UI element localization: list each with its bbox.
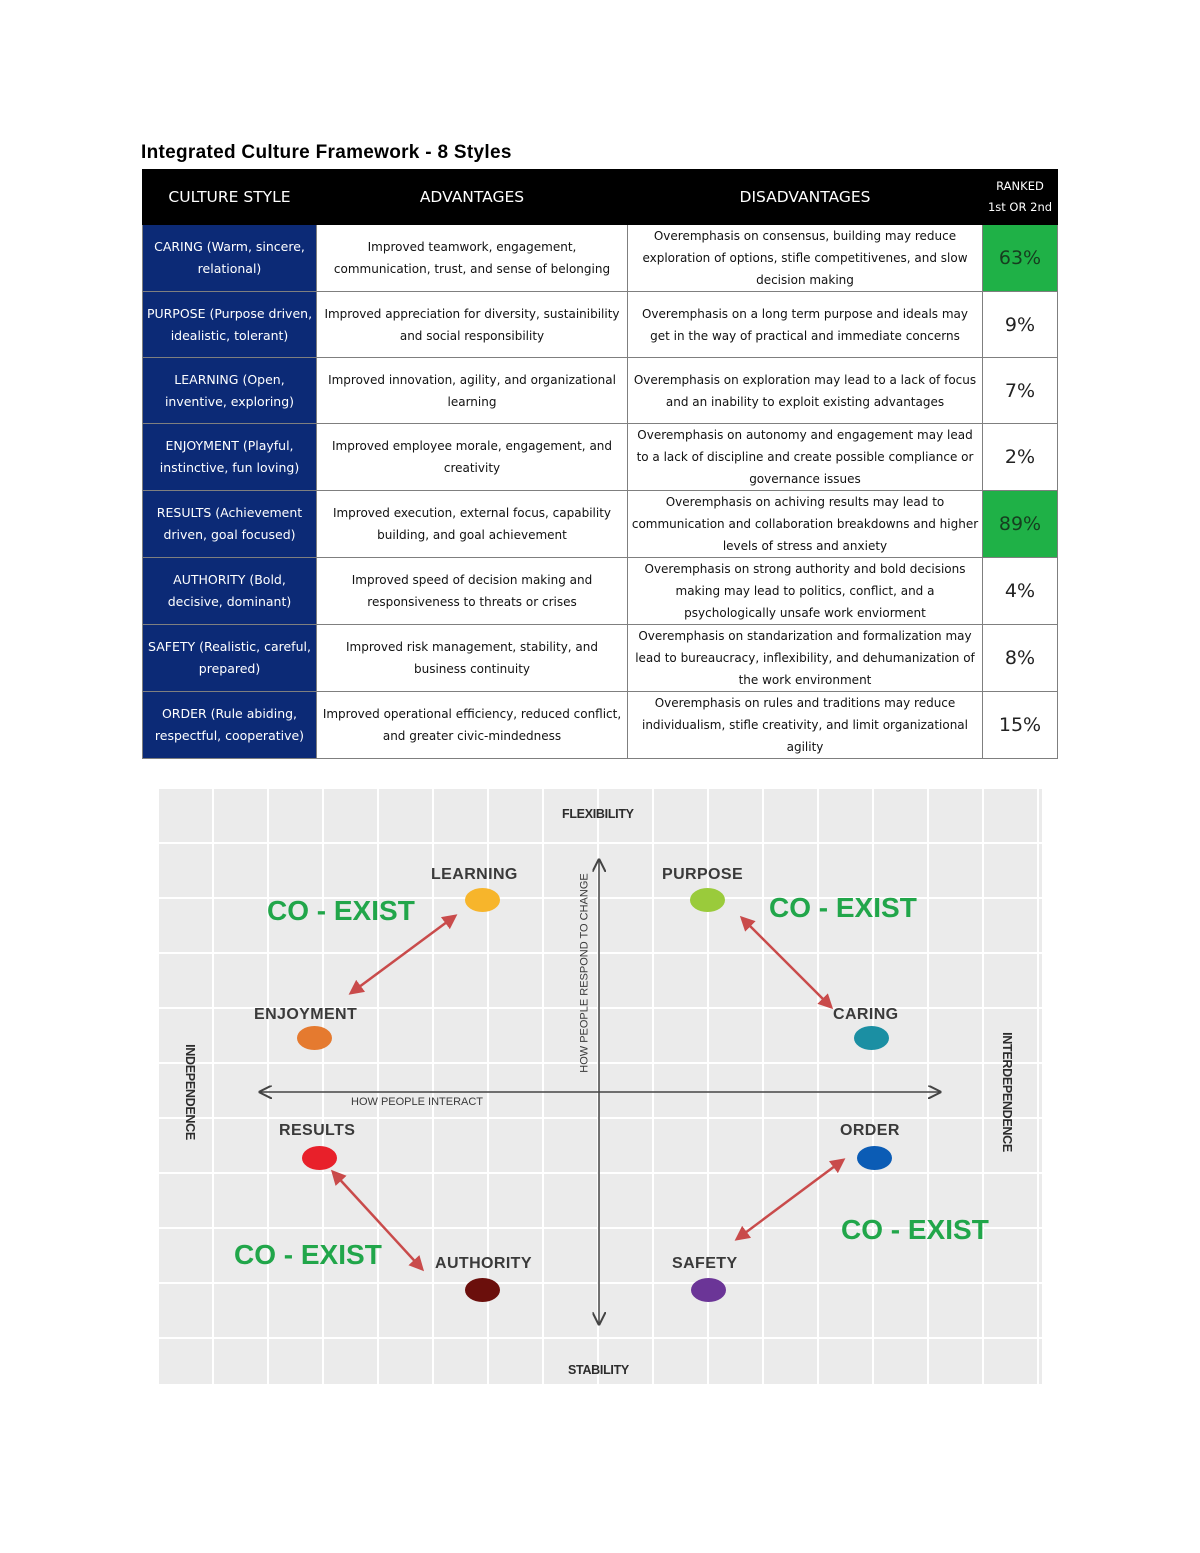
style-label-purpose: PURPOSE — [662, 866, 744, 883]
ranked-cell: 63% — [983, 225, 1058, 292]
style-dot-safety — [691, 1278, 726, 1302]
disadvantages-cell: Overemphasis on consensus, building may reduce exploration of options, stifle competitivenes, and slow decision making — [628, 225, 983, 292]
axis-label-stability: STABILITY — [568, 1363, 629, 1377]
ranked-cell: 7% — [983, 358, 1058, 424]
style-label-learning: LEARNING — [431, 866, 518, 883]
style-cell: CARING (Warm, sincere, relational) — [143, 225, 317, 292]
table-row — [143, 358, 1058, 424]
style-label-order: ORDER — [840, 1122, 900, 1139]
table-row — [143, 292, 1058, 358]
table-row — [143, 225, 1058, 292]
style-cell: LEARNING (Open, inventive, exploring) — [143, 358, 317, 424]
axis-caption-change: HOW PEOPLE RESPOND TO CHANGE — [578, 873, 591, 1073]
axis-label-interdependence: INTERDEPENDENCE — [999, 1032, 1014, 1152]
advantages-cell: Improved execution, external focus, capability building, and goal achievement — [317, 491, 628, 558]
axis-caption-interact: HOW PEOPLE INTERACT — [351, 1096, 484, 1108]
advantages-cell: Improved appreciation for diversity, sustainibility and social responsibility — [317, 292, 628, 358]
style-dot-order — [857, 1146, 892, 1170]
advantages-cell: Improved employee morale, engagement, and creativity — [317, 424, 628, 491]
advantages-cell: Improved innovation, agility, and organizational learning — [317, 358, 628, 424]
ranked-cell: 15% — [983, 692, 1058, 759]
diagram-arrows — [157, 787, 1042, 1384]
coexist-arrow-order-safety — [737, 1160, 843, 1239]
disadvantages-cell: Overemphasis on a long term purpose and ideals may get in the way of practical and immediate concerns — [628, 292, 983, 358]
style-cell: PURPOSE (Purpose driven, idealistic, tolerant) — [143, 292, 317, 358]
style-label-authority: AUTHORITY — [435, 1255, 532, 1272]
disadvantages-cell: Overemphasis on strong authority and bold decisions making may lead to politics, conflict, and a psychologically unsafe work enviorment — [628, 558, 983, 625]
axis-label-independence: INDEPENDENCE — [182, 1044, 197, 1140]
table-header-row — [143, 170, 1058, 225]
header-ranked — [983, 170, 1058, 225]
table-row — [143, 625, 1058, 692]
style-dot-caring — [854, 1026, 889, 1050]
style-label-enjoyment: ENJOYMENT — [254, 1006, 358, 1023]
coexist-label: CO - EXIST — [841, 1214, 989, 1245]
style-label-caring: CARING — [833, 1006, 899, 1023]
ranked-cell: 89% — [983, 491, 1058, 558]
culture-map-diagram — [157, 787, 1042, 1384]
disadvantages-cell: Overemphasis on exploration may lead to a lack of focus and an inability to exploit existing advantages — [628, 358, 983, 424]
disadvantages-cell: Overemphasis on autonomy and engagement may lead to a lack of discipline and create possible compliance or governance issues — [628, 424, 983, 491]
disadvantages-cell: Overemphasis on rules and traditions may reduce individualism, stifle creativity, and limit organizational agility — [628, 692, 983, 759]
style-cell: ORDER (Rule abiding, respectful, cooperative) — [143, 692, 317, 759]
ranked-cell: 4% — [983, 558, 1058, 625]
header-ranked-line1: RANKED — [996, 179, 1044, 193]
style-cell: AUTHORITY (Bold, decisive, dominant) — [143, 558, 317, 625]
style-dot-learning — [465, 888, 500, 912]
culture-style-table — [142, 169, 1058, 759]
style-cell: ENJOYMENT (Playful, instinctive, fun loving) — [143, 424, 317, 491]
header-ranked-line2: 1st OR 2nd — [987, 200, 1053, 214]
advantages-cell: Improved operational efficiency, reduced conflict, and greater civic-mindedness — [317, 692, 628, 759]
disadvantages-cell: Overemphasis on achiving results may lead to communication and collaboration breakdowns and higher levels of stress and anxiety — [628, 491, 983, 558]
axis-label-flexibility: FLEXIBILITY — [562, 807, 634, 821]
ranked-cell: 8% — [983, 625, 1058, 692]
header-advantages: ADVANTAGES — [317, 170, 628, 225]
table-row — [143, 558, 1058, 625]
style-dot-enjoyment — [297, 1026, 332, 1050]
ranked-cell: 9% — [983, 292, 1058, 358]
coexist-label: CO - EXIST — [769, 892, 917, 923]
style-cell: RESULTS (Achievement driven, goal focused) — [143, 491, 317, 558]
style-dot-purpose — [690, 888, 725, 912]
document-title: Integrated Culture Framework - 8 Styles — [141, 142, 512, 163]
style-cell: SAFETY (Realistic, careful, prepared) — [143, 625, 317, 692]
style-dot-results — [302, 1146, 337, 1170]
style-label-safety: SAFETY — [672, 1255, 738, 1272]
coexist-label: CO - EXIST — [267, 895, 415, 926]
coexist-arrow-learning-enjoyment — [351, 916, 455, 993]
coexist-label: CO - EXIST — [234, 1239, 382, 1270]
header-culture-style: CULTURE STYLE — [143, 170, 317, 225]
table-row — [143, 424, 1058, 491]
disadvantages-cell: Overemphasis on standarization and formalization may lead to bureaucracy, inflexibility, and dehumanization of the work environment — [628, 625, 983, 692]
advantages-cell: Improved teamwork, engagement, communication, trust, and sense of belonging — [317, 225, 628, 292]
table-row — [143, 692, 1058, 759]
advantages-cell: Improved speed of decision making and responsiveness to threats or crises — [317, 558, 628, 625]
header-disadvantages: DISADVANTAGES — [628, 170, 983, 225]
ranked-cell: 2% — [983, 424, 1058, 491]
advantages-cell: Improved risk management, stability, and business continuity — [317, 625, 628, 692]
table-row — [143, 491, 1058, 558]
style-label-results: RESULTS — [279, 1122, 356, 1139]
coexist-arrow-purpose-caring — [742, 918, 831, 1007]
style-dot-authority — [465, 1278, 500, 1302]
